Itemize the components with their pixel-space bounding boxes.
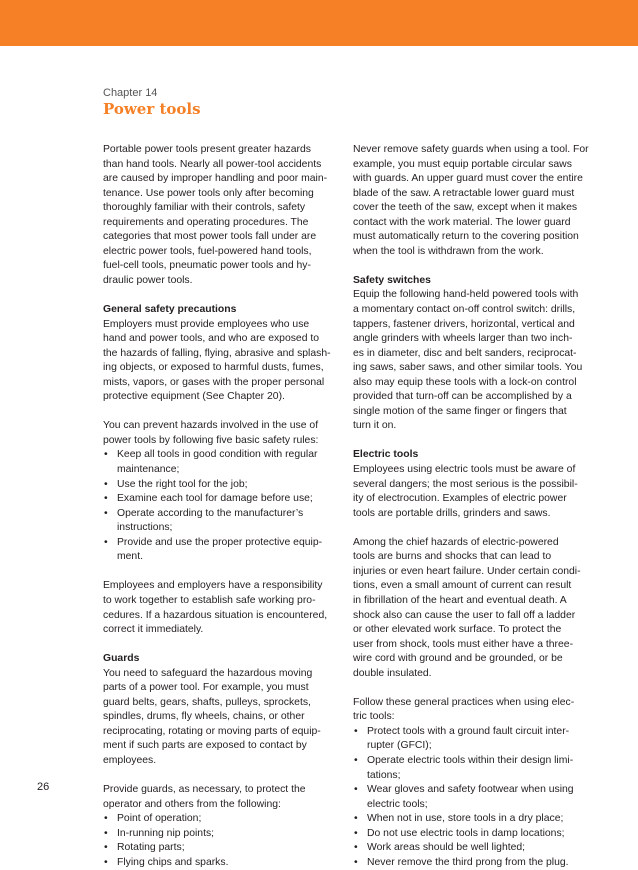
- electric-dangers-paragraph: Employees using electric tools must be aware of several dangers; the most serious is the possibil- ity of electrocution. Examples of electric power tools are portable drills, grinders and saws.: [353, 464, 578, 519]
- bullet-item: • Rotating parts;: [103, 841, 341, 856]
- bullet-item: • Provide and use the proper protective equip- ment.: [103, 536, 341, 565]
- guards-heading: Guards: [103, 653, 140, 665]
- guard-hazards-list: [103, 812, 341, 870]
- chapter-label: Chapter 14: [103, 87, 158, 99]
- left-column: [103, 143, 341, 870]
- bullet-item: • In-running nip points;: [103, 827, 341, 842]
- electric-tools-heading: Electric tools: [353, 449, 419, 461]
- bullet-item: • Protect tools with a ground fault circuit inter- rupter (GFCI);: [353, 725, 590, 754]
- bullet-item: • Examine each tool for damage before use;: [103, 492, 341, 507]
- bullet-item: • Use the right tool for the job;: [103, 478, 341, 493]
- bullet-item: • Do not use electric tools in damp locations;: [353, 827, 590, 842]
- bullet-item: • Flying chips and sparks.: [103, 856, 341, 870]
- intro-paragraph: Portable power tools present greater hazards than hand tools. Nearly all power-tool accidents are caused by improper handling and poor main- tenance. Use power tools only after becoming thoroughly familiar with their controls, safety requirements and operating procedures. The categories that most power tools fall under are electric power tools, fuel-powered hand tools, fuel-cell tools, pneumatic power tools and hy- draulic power tools.: [103, 144, 328, 286]
- general-safety-heading: General safety precautions: [103, 304, 237, 316]
- guards-paragraph: You need to safeguard the hazardous moving parts of a power tool. For example, you must guard belts, gears, shafts, pulleys, sprockets, spindles, drums, fly wheels, chains, or other reciprocating, rotating or moving parts of equip- ment if such parts are exposed to contact by employees.: [103, 667, 321, 766]
- bullet-item: • Never remove the third prong from the plug.: [353, 856, 590, 870]
- electric-practices-intro: Follow these general practices when using elec- tric tools:: [353, 696, 575, 723]
- safety-rules-list: [103, 448, 341, 564]
- header-accent-bar: [0, 0, 638, 46]
- chapter-title: Power tools: [103, 100, 201, 118]
- electric-hazards-paragraph: Among the chief hazards of electric-powered tools are burns and shocks that can lead to injuries or even heart failure. Under certain condi- tions, even a small amount of current can result in fibrillation of the heart and eventual death. A shock also can cause the user to fall off a ladder or other elevated work surface. To protect the user from shock, tools must either have a three- wire cord with ground and be grounded, or be double insulated.: [353, 536, 581, 679]
- guards-provide-paragraph: Provide guards, as necessary, to protect the operator and others from the following:: [103, 784, 306, 810]
- page-number: 26: [37, 781, 50, 793]
- bullet-item: • Operate according to the manufacturer’s instructions;: [103, 507, 341, 536]
- bullet-item: • When not in use, store tools in a dry place;: [353, 812, 590, 827]
- safety-switches-paragraph: Equip the following hand-held powered tools with a momentary contact on-off control switch: drills, tappers, fastener drivers, horizontal, vertical and angle grinders with wheels larger than two inch- es in diameter, disc and belt sanders, reciprocat- ing saws, saber saws, and other similar tools. You also may equip these tools with a lock-on control provided that turn-off can be accomplished by a single motion of the same finger or fingers that turn it on.: [353, 289, 583, 432]
- electric-practices-list: [353, 725, 590, 870]
- bullet-item: • Work areas should be well lighted;: [353, 841, 590, 856]
- safety-switches-heading: Safety switches: [353, 274, 431, 286]
- bullet-item: • Operate electric tools within their design limi- tations;: [353, 754, 590, 783]
- bullet-item: • Wear gloves and safety footwear when using electric tools;: [353, 783, 590, 812]
- bullet-item: • Keep all tools in good condition with regular maintenance;: [103, 448, 341, 477]
- responsibility-paragraph: Employees and employers have a responsibility to work together to establish safe working pro- cedures. If a hazardous situation is encountered, correct it immediately.: [103, 580, 328, 636]
- guards-removal-paragraph: Never remove safety guards when using a tool. For example, you must equip portable circular saws with guards. An upper guard must cover the entire blade of the saw. A retractable lower guard must cover the teeth of the saw, except when it makes contact with the work material. The lower guard must automatically return to the covering position when the tool is withdrawn from the work.: [353, 144, 589, 257]
- right-column: [353, 143, 590, 870]
- safety-rules-intro: You can prevent hazards involved in the use of power tools by following five basic safety rules:: [103, 420, 319, 446]
- bullet-item: • Point of operation;: [103, 812, 341, 827]
- general-safety-paragraph: Employers must provide employees who use hand and power tools, and who are exposed to the hazards of falling, flying, abrasive and splash- ing objects, or exposed to harmful dusts, fumes, mists, vapors, or gases with the proper personal protective equipment (See Chapter 20).: [103, 318, 331, 403]
